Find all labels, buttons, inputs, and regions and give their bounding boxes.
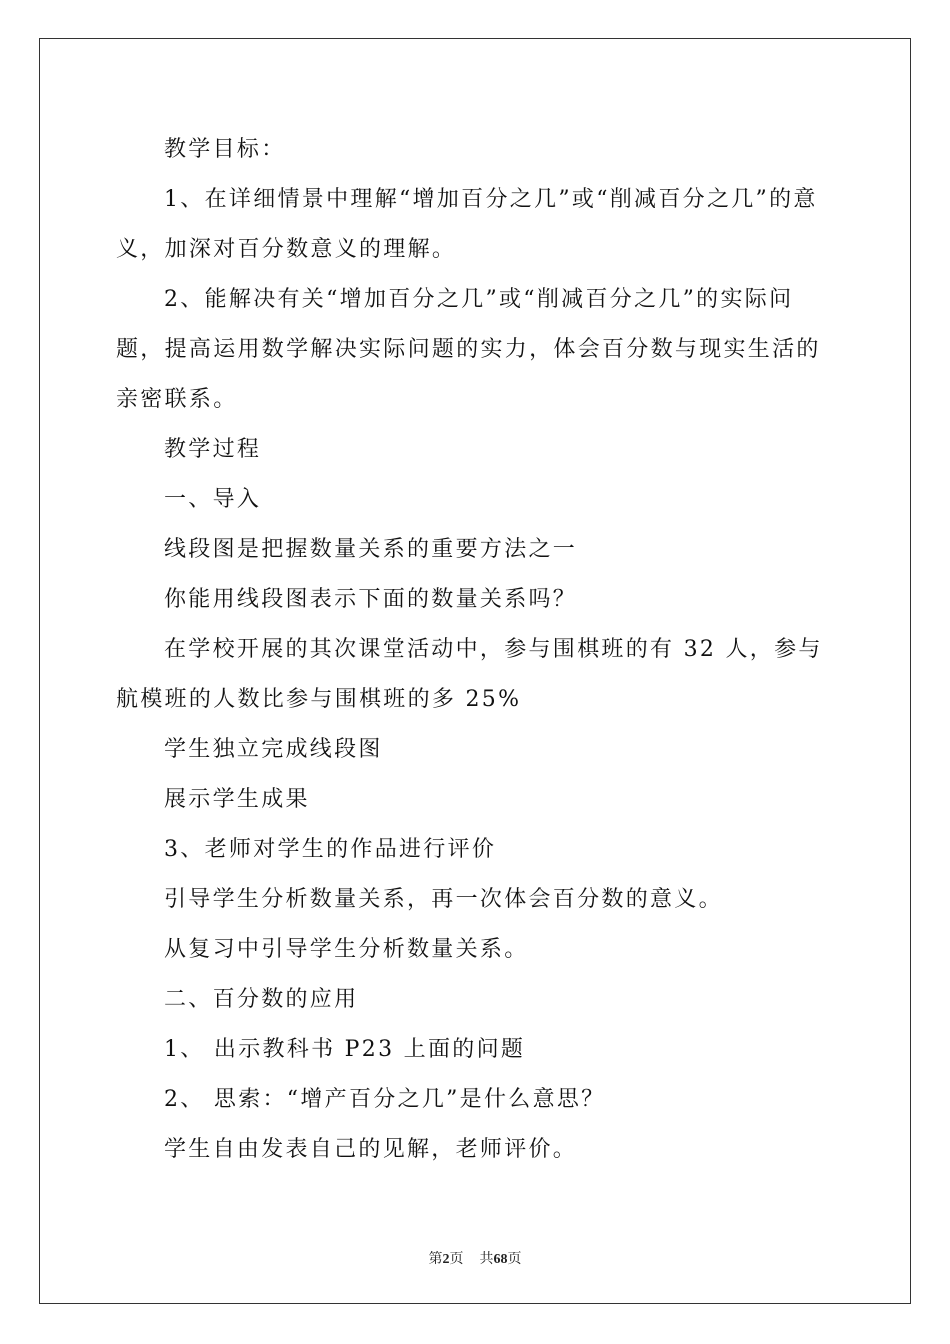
paragraph: 3、老师对学生的作品进行评价 (164, 837, 497, 862)
paragraph: 从复习中引导学生分析数量关系。 (164, 937, 529, 962)
total-prefix: 共 (479, 1252, 494, 1267)
document-body (116, 125, 836, 1175)
paragraph: 1、 出示教科书 P23 上面的问题 (164, 1037, 526, 1062)
section-application: 二、百分数的应用 (164, 987, 359, 1012)
paragraph: 2、 思索：“增产百分之几”是什么意思？ (164, 1087, 606, 1112)
paragraph: 在学校开展的其次课堂活动中，参与围棋班的有 32 人，参与航模班的人数比参与围棋班的多 25% (116, 637, 823, 712)
paragraph: 引导学生分析数量关系，再一次体会百分数的意义。 (164, 887, 723, 912)
page-number: 2 (442, 1252, 450, 1267)
total-suffix: 页 (507, 1252, 522, 1267)
page-suffix: 页 (449, 1252, 464, 1267)
heading-teaching-process: 教学过程 (164, 437, 262, 462)
goal-1: 1、在详细情景中理解“增加百分之几”或“削减百分之几”的意义，加深对百分数意义的理解。 (116, 187, 818, 262)
paragraph: 线段图是把握数量关系的重要方法之一 (164, 537, 578, 562)
goal-2: 2、能解决有关“增加百分之几”或“削减百分之几”的实际问题，提高运用数学解决实际问题的实力，体会百分数与现实生活的亲密联系。 (116, 287, 821, 412)
paragraph: 学生自由发表自己的见解，老师评价。 (164, 1137, 578, 1162)
paragraph: 展示学生成果 (164, 787, 310, 812)
paragraph: 你能用线段图表示下面的数量关系吗？ (164, 587, 578, 612)
page-prefix: 第 (428, 1252, 443, 1267)
total-pages: 68 (493, 1252, 508, 1267)
paragraph: 学生独立完成线段图 (164, 737, 383, 762)
section-intro: 一、导入 (164, 487, 262, 512)
page-footer (0, 1248, 950, 1268)
heading-teaching-goals: 教学目标： (164, 137, 286, 162)
